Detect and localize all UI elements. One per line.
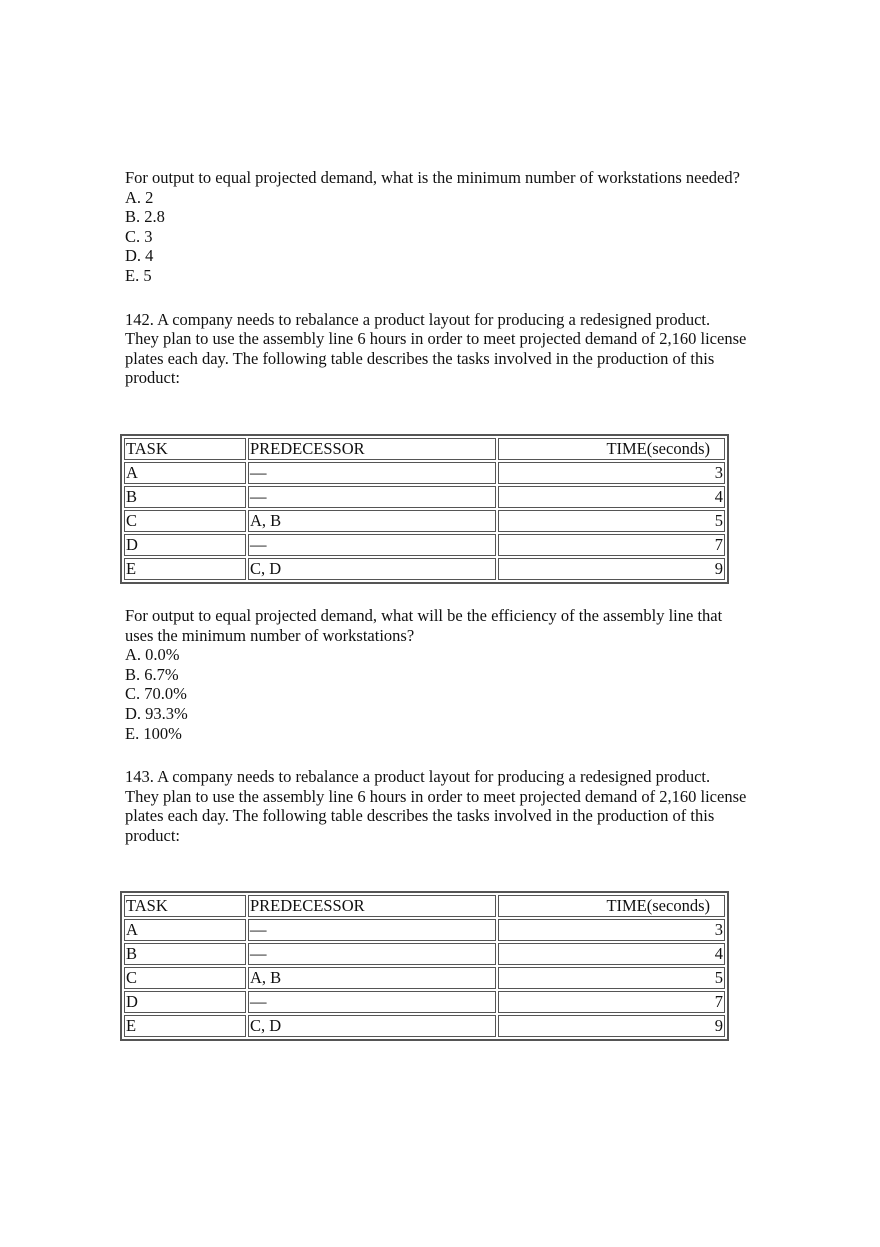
cell-task: B: [124, 943, 246, 965]
answer-option: C. 3: [125, 226, 153, 246]
cell-predecessor: —: [248, 486, 496, 508]
answer-option: A. 0.0%: [125, 645, 180, 665]
task-table: [120, 891, 729, 1041]
cell-task: D: [124, 991, 246, 1013]
document-page: [125, 168, 785, 1041]
cell-time: 5: [498, 967, 725, 989]
question-prompt: uses the minimum number of workstations?: [125, 625, 415, 645]
cell-task: A: [124, 919, 246, 941]
answer-option: C. 70.0%: [125, 684, 187, 704]
cell-time: 3: [498, 462, 725, 484]
cell-task: C: [124, 510, 246, 532]
question-text-line: product:: [125, 368, 180, 388]
cell-predecessor: —: [248, 462, 496, 484]
cell-predecessor: A, B: [248, 967, 496, 989]
cell-predecessor: —: [248, 534, 496, 556]
cell-time: 7: [498, 534, 725, 556]
table-header-row: [124, 895, 725, 917]
cell-task: E: [124, 558, 246, 580]
cell-predecessor: C, D: [248, 1015, 496, 1037]
table-row: [124, 919, 725, 941]
task-table: [120, 434, 729, 584]
question-text-line: product:: [125, 825, 180, 845]
question-text-line: They plan to use the assembly line 6 hours in order to meet projected demand of 2,160 license: [125, 786, 747, 806]
cell-predecessor: —: [248, 919, 496, 941]
answer-option: E. 100%: [125, 723, 182, 743]
cell-predecessor: —: [248, 943, 496, 965]
question-143: [125, 767, 785, 1041]
answer-option: A. 2: [125, 187, 154, 207]
question-text-line: plates each day. The following table describes the tasks involved in the production of this: [125, 806, 715, 826]
answer-option: E. 5: [125, 265, 152, 285]
question-text-line: plates each day. The following table describes the tasks involved in the production of this: [125, 348, 715, 368]
question-text-line: They plan to use the assembly line 6 hours in order to meet projected demand of 2,160 license: [125, 329, 747, 349]
header-task: TASK: [124, 438, 246, 460]
cell-time: 9: [498, 1015, 725, 1037]
cell-predecessor: —: [248, 991, 496, 1013]
question-prompt: For output to equal projected demand, what is the minimum number of workstations needed?: [125, 168, 740, 187]
table-row: [124, 462, 725, 484]
cell-task: B: [124, 486, 246, 508]
answer-option: D. 93.3%: [125, 703, 188, 723]
cell-predecessor: C, D: [248, 558, 496, 580]
table-row: [124, 1015, 725, 1037]
question-142: [125, 310, 785, 744]
header-predecessor: PREDECESSOR: [248, 438, 496, 460]
table-row: [124, 510, 725, 532]
table-row: [124, 943, 725, 965]
header-task: TASK: [124, 895, 246, 917]
cell-time: 7: [498, 991, 725, 1013]
answer-option: D. 4: [125, 246, 154, 266]
table-row: [124, 558, 725, 580]
cell-predecessor: A, B: [248, 510, 496, 532]
cell-task: C: [124, 967, 246, 989]
table-row: [124, 991, 725, 1013]
cell-task: A: [124, 462, 246, 484]
cell-time: 3: [498, 919, 725, 941]
cell-time: 4: [498, 486, 725, 508]
question-prompt: For output to equal projected demand, what will be the efficiency of the assembly line that: [125, 605, 723, 625]
table-row: [124, 486, 725, 508]
cell-time: 4: [498, 943, 725, 965]
header-time: TIME(seconds): [498, 438, 725, 460]
table-header-row: [124, 438, 725, 460]
cell-time: 5: [498, 510, 725, 532]
answer-option: B. 6.7%: [125, 664, 179, 684]
question-text-line: 143. A company needs to rebalance a product layout for producing a redesigned product.: [125, 767, 711, 787]
cell-task: D: [124, 534, 246, 556]
header-time: TIME(seconds): [498, 895, 725, 917]
question-text-line: 142. A company needs to rebalance a product layout for producing a redesigned product.: [125, 309, 711, 329]
table-row: [124, 534, 725, 556]
cell-time: 9: [498, 558, 725, 580]
table-row: [124, 967, 725, 989]
answer-option: B. 2.8: [125, 207, 165, 227]
header-predecessor: PREDECESSOR: [248, 895, 496, 917]
cell-task: E: [124, 1015, 246, 1037]
